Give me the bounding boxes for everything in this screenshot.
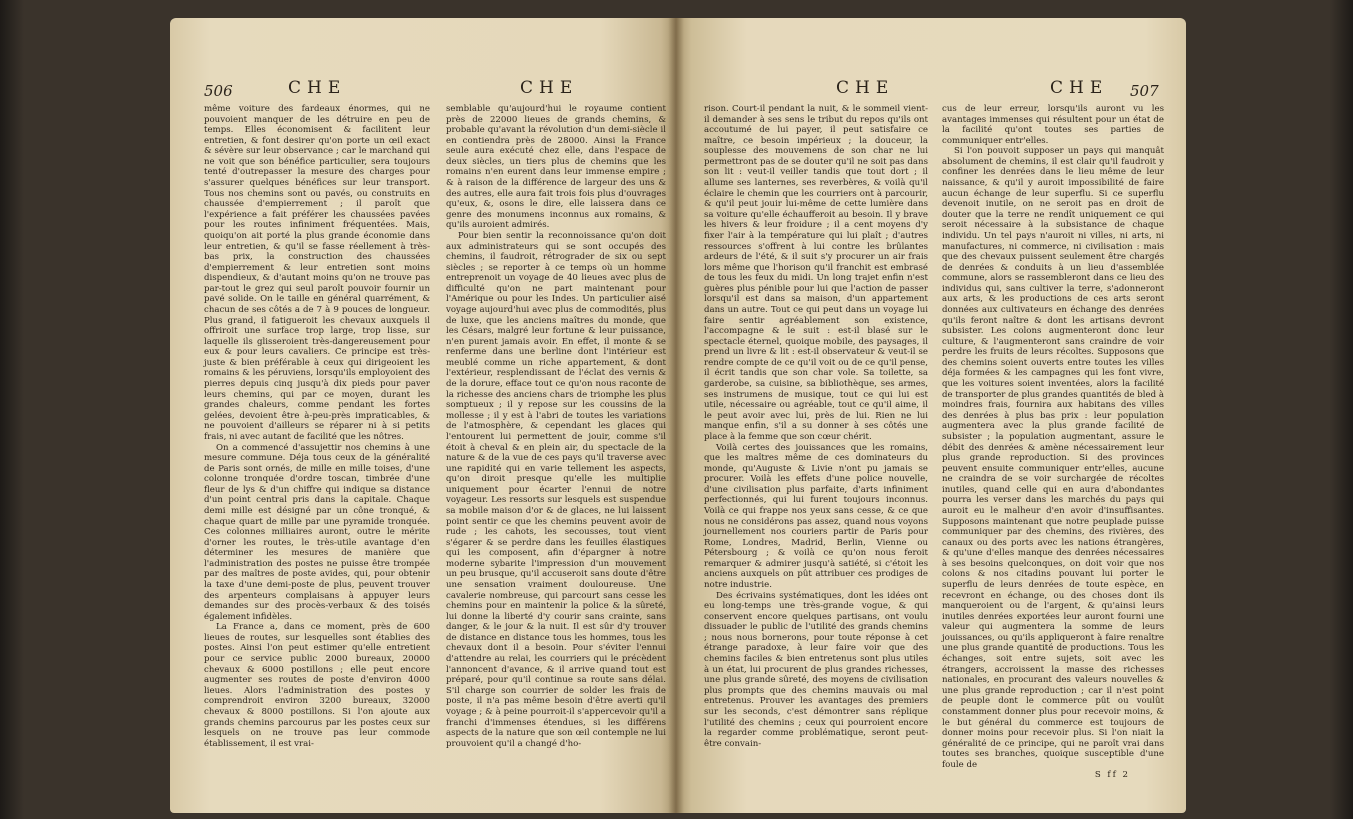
paragraph: La France a, dans ce moment, près de 600 lieues de routes, sur lesquelles sont établies des postes. Ainsi l'on peut estimer qu'elle entretient pour ce service public 2000 bureaux, 20000 chevaux & 6000 postillons ; elle peut encore augmenter ses routes de poste d'environ 4000 lieues. Alors l'administration des postes y comprendroit environ 3200 bureaux, 32000 chevaux & 8000 postillons. Si l'on ajoute aux grands chemins parcourus par les postes ceux sur lesquels on ne trouve pas leur commode établissement, il est vrai- bbox=[204, 622, 430, 749]
left-page bbox=[170, 18, 676, 813]
right-page bbox=[676, 18, 1186, 813]
right-page-column-1 bbox=[704, 104, 928, 749]
paragraph: Si l'on pouvoit supposer un pays qui manquât absolument de chemins, il est clair qu'il faudroit y confiner les denrées dans le lieu même de leur naissance, & qu'il y auroit impossibilité de faire aucun échange de leur superflu. Si ce superflu devenoit inutile, on ne seroit pas en droit de douter que la terre ne rendît uniquement ce qui seroit nécessaire à la subsistance de chaque individu. Un tel pays n'auroit ni villes, ni arts, ni manufactures, ni commerce, ni civilisation : mais que des chevaux puissent seulement être chargés de denrées & conduits à un lieu d'assemblée commune, alors se rassembleront dans ce lieu des individus qui, sans cultiver la terre, s'adonneront aux arts, & les productions de ces arts seront données aux cultivateurs en échange des denrées qu'ils feront naître & dont les artisans devront subsister. Les colons augmenteront donc leur culture, & l'augmenteront sans craindre de voir perdre les fruits de leurs récoltes. Supposons que des chemins soient ouverts entre toutes les villes déja formées & les campagnes qui les font vivre, que les voitures soient inventées, alors la facilité de transporter de plus grandes quantités de bled à moindres frais, fournira aux habitans des villes des denrées à plus bas prix : leur population augmentera avec la plus grande facilité de subsister ; la population augmentant, assure le débit des denrées & amène nécessairement leur plus grande reproduction. Si des provinces peuvent ensuite communiquer entr'elles, aucune ne craindra de se voir surchargée de récoltes inutiles, quand celle qui en aura d'abondantes pourra les verser dans les marchés du pays qui auroit eu le malheur d'en avoir d'insuffisantes. Supposons maintenant que notre peuplade puisse communiquer par des chemins, des rivières, des canaux ou des ports avec les nations étrangères, & qu'une d'elles manque des denrées nécessaires à ses besoins quelconques, on doit voir que nos colons & nos citadins pouvant lui porter le superflu de leurs denrées de toute espèce, en recevront en échange, ou des choses dont ils manqueroient ou de l'argent, & qu'ainsi leurs inutiles denrées exportées leur auront fourni une valeur qui augmentera la somme de leurs jouissances, ou qu'ils appliqueront à faire renaître une plus grande quantité de productions. Tous les échanges, soit entre sujets, soit avec les étrangers, accroissent la masse des richesses nationales, en procurant des valeurs nouvelles & une plus grande reproduction ; car il n'est point de peuple dont le commerce pût ou voulût constamment donner plus pour recevoir moins, & le but général du commerce est toujours de donner moins pour recevoir plus. Si l'on niait la généralité de ce principe, qui ne paroît vrai dans toutes ses branches, quoique susceptible d'une foule de bbox=[942, 146, 1164, 770]
page-number-right: 507 bbox=[1130, 82, 1159, 100]
running-head-right-2: CHE bbox=[1050, 78, 1109, 98]
paragraph: Des écrivains systématiques, dont les idées ont eu long-temps une très-grande vogue, & qui conservent encore quelques partisans, ont voulu dissuader le public de l'utilité des grands chemins ; nous nous bornerons, pour toute réponse à cet étrange paradoxe, à leur faire voir que des chemins faciles & bien entretenus sont plus utiles à un état, lui procurent de plus grandes richesses, une plus grande sûreté, des moyens de civilisation plus prompts que des chemins mauvais ou mal entretenus. Prouver les avantages des premiers sur les seconds, c'est démontrer sans réplique l'utilité des chemins ; ceux qui pourroient encore la regarder comme problématique, seront peut-être convain- bbox=[704, 590, 928, 749]
left-page-column-1 bbox=[204, 104, 430, 749]
running-head-left-2: CHE bbox=[520, 78, 579, 98]
book-gutter bbox=[668, 18, 684, 813]
paragraph: On a commencé d'assujettir nos chemins à une mesure commune. Déja tous ceux de la généralité de Paris sont ornés, de mille en mille toises, d'une colonne tronquée d'ordre toscan, timbrée d'une fleur de lys & d'un chiffre qui indique sa distance d'un point central pris dans la capitale. Chaque demi mille est désigné par un cône tronqué, & chaque quart de mille par une pyramide tronquée. Ces colonnes milliaires auront, outre le mérite d'orner les routes, le très-utile avantage d'en déterminer les mesures de manière que l'administration des postes ne puisse être trompée par des maîtres de poste avides, qui, pour obtenir la taxe d'une demi-poste de plus, peuvent trouver des arpenteurs complaisans à appuyer leurs demandes sur des procès-verbaux & des toisés également infidèles. bbox=[204, 442, 430, 622]
paragraph: cus de leur erreur, lorsqu'ils auront vu les avantages immenses qui résultent pour un état de la facilité qu'ont toutes ses parties de communiquer entr'elles. bbox=[942, 104, 1164, 146]
right-page-column-2 bbox=[942, 104, 1164, 781]
paragraph: semblable qu'aujourd'hui le royaume contient près de 22000 lieues de grands chemins, & probable qu'avant la révolution d'un demi-siècle il en contiendra près de 28000. Ainsi la France seule aura exécuté chez elle, dans l'espace de deux siècles, un tiers plus de chemins que les romains n'en eurent dans leur immense empire ; & à raison de la différence de largeur des uns & des autres, elle aura fait trois fois plus d'ouvrages qu'eux, &, osons le dire, elle laissera dans ce genre des monumens inconnus aux romains, & qu'ils auroient admirés. bbox=[446, 104, 666, 231]
signature-mark: S ff 2 bbox=[1094, 770, 1130, 781]
running-head-left-1: CHE bbox=[288, 78, 347, 98]
page-number-left: 506 bbox=[204, 82, 233, 100]
paragraph: même voiture des fardeaux énormes, qui ne pouvoient manquer de les détruire en peu de temps. Elles économisent & facilitent leur entretien, & font desirer qu'on porte un œil exact & sévère sur leur observance ; car le marchand qui ne voit que son bénéfice particulier, sera toujours tenté d'outrepasser la mesure des charges pour s'assurer quelques bénéfices sur leur transport. Tous nos chemins sont ou pavés, ou construits en chaussée d'empierrement ; il paroît que l'expérience a fait préférer les chaussées pavées pour les routes infiniment fréquentées. Mais, quoiqu'on ait porté la plus grande économie dans leur entretien, & qu'il se fasse réellement à très-bas prix, la construction des chaussées d'empierrement & leur entretien sont moins dispendieux, & d'autant moins qu'on ne trouve pas par-tout le grez qui seul paroît pouvoir fournir un pavé solide. On le taille en général quarrément, & chacun de ses côtés a de 7 à 9 pouces de longueur. Plus grand, il fatigueroit les chevaux auxquels il offriroit une surface trop large, trop lisse, sur laquelle ils glisseroient très-dangereusement pour eux & pour leurs cavaliers. Ce principe est très-juste & bien préférable à ceux qui dirigeoient les romains & les péruviens, lorsqu'ils employoient des pierres depuis cinq jusqu'à dix pieds pour paver leurs chemins, qui par ce moyen, durant les grandes chaleurs, comme pendant les fortes gelées, devoient être à-peu-près impraticables, & ne pouvoient d'ailleurs se réparer ni à si petits frais, ni avec autant de facilité que les nôtres. bbox=[204, 104, 430, 442]
left-page-column-2 bbox=[446, 104, 666, 749]
paragraph: Voilà certes des jouissances que les romains, que les maîtres même de ces dominateurs du monde, qu'Auguste & Livie n'ont pu jamais se procurer. Voilà les effets d'une police nouvelle, d'une civilisation plus parfaite, d'arts infiniment perfectionnés, qui lui furent toujours inconnus. Voilà ce qui frappe nos yeux sans cesse, & ce que nous ne considérons pas assez, quand nous voyons journellement nos couriers partir de Paris pour Rome, Londres, Madrid, Berlin, Vienne ou Pétersbourg ; & voilà ce qu'on nous feroit remarquer & admirer jusqu'à satiété, si c'étoit les anciens auxquels on pût attribuer ces prodiges de notre industrie. bbox=[704, 442, 928, 591]
running-head-right-1: CHE bbox=[836, 78, 895, 98]
paragraph: rison. Court-il pendant la nuit, & le sommeil vient-il demander à ses sens le tribut du repos qu'ils ont accoutumé de lui payer, il peut satisfaire ce maître, ce besoin impérieux ; la douceur, la souplesse des mouvemens de son char ne lui permettront pas de se douter qu'il ne soit pas dans son lit : veut-il veiller tandis que tout dort ; il allume ses lanternes, ses reverbères, & voilà qu'il éclaire le chemin que les courriers ont à parcourir, & qu'il peut jouir lui-même de cette lumière dans sa voiture qu'elle échaufferoit au besoin. Il y brave les hivers & leur froidure ; il a cent moyens d'y fixer l'air à la température qui lui plaît ; d'autres ressources s'offrent à lui contre les brûlantes ardeurs de l'été, & il suit s'y procurer un air frais lors même que l'horison qu'il franchit est embrasé de tous les feux du midi. Un long trajet enfin n'est guères plus pénible pour lui que l'action de passer lorsqu'il est dans sa maison, d'un appartement dans un autre. Tout ce qui peut dans un voyage lui faire sentir agréablement son existence, l'accompagne & le suit : est-il blasé sur le spectacle éternel, quoique mobile, des paysages, il prend un livre & lit : est-il observateur & veut-il se rendre compte de ce qu'il voit ou de ce qu'il pense, il écrit tandis que son char vole. Sa toilette, sa garderobe, sa cuisine, sa bibliothèque, ses armes, ses instrumens de musique, tout ce qui lui est utile, nécessaire ou agréable, tout ce qu'il aime, il le peut avoir avec lui, près de lui. Rien ne lui manque enfin, s'il a su donner à ses côtés une place à la femme que son cœur chérit. bbox=[704, 104, 928, 442]
paragraph: Pour bien sentir la reconnoissance qu'on doit aux administrateurs qui se sont occupés des chemins, il faudroit, rétrograder de six ou sept siècles ; se reporter à ce temps où un homme entreprenoit un voyage de 40 lieues avec plus de difficulté qu'on ne part maintenant pour l'Amérique ou pour les Indes. Un particulier aisé voyage aujourd'hui avec plus de commodités, plus de luxe, que les anciens maîtres du monde, que les Césars, malgré leur fortune & leur puissance, n'en purent jamais avoir. En effet, il monte & se renferme dans une berline dont l'intérieur est meublé comme un riche appartement, & dont l'extérieur, resplendissant de l'éclat des vernis & de la dorure, efface tout ce qu'on nous raconte de la richesse des anciens chars de triomphe les plus somptueux ; il y repose sur les coussins de la mollesse ; il y est à l'abri de toutes les variations de l'atmosphère, & cependant les glaces qui l'entourent lui permettent de jouir, comme s'il étoit à cheval & en plein air, du spectacle de la nature & de la vue de ces pays qu'il traverse avec une rapidité qui en varie tellement les aspects, qu'on diroit presque qu'elle les multiplie uniquement pour écarter l'ennui de notre voyageur. Les ressorts sur lesquels est suspendue sa mobile maison d'or & de glaces, ne lui laissent point sentir ce que les chemins peuvent avoir de rude ; les cahots, les secousses, tout vient s'égarer & se perdre dans les feuilles élastiques qui les composent, afin d'épargner à notre moderne sybarite l'impression d'un mouvement un peu brusque, qu'il accuseroit sans doute d'être une sensation vraiment douloureuse. Une cavalerie nombreuse, qui parcourt sans cesse les chemins pour en maintenir la police & la sûreté, lui donne la liberté d'y courir sans crainte, sans danger, & le jour & la nuit. Il est sûr d'y trouver de distance en distance tous les hommes, tous les chevaux dont il a besoin. Pour s'éviter l'ennui d'attendre au relai, les courriers qui le précèdent l'annoncent d'avance, & il arrive quand tout est préparé, pour qu'il continue sa route sans délai. S'il charge son courrier de solder les frais de poste, il n'a pas même besoin d'être averti qu'il voyage ; & à peine pourroit-il s'appercevoir qu'il a franchi d'immenses étendues, si les différens aspects de la nature que son œil contemple ne lui prouvoient qu'il a changé d'ho- bbox=[446, 230, 666, 749]
